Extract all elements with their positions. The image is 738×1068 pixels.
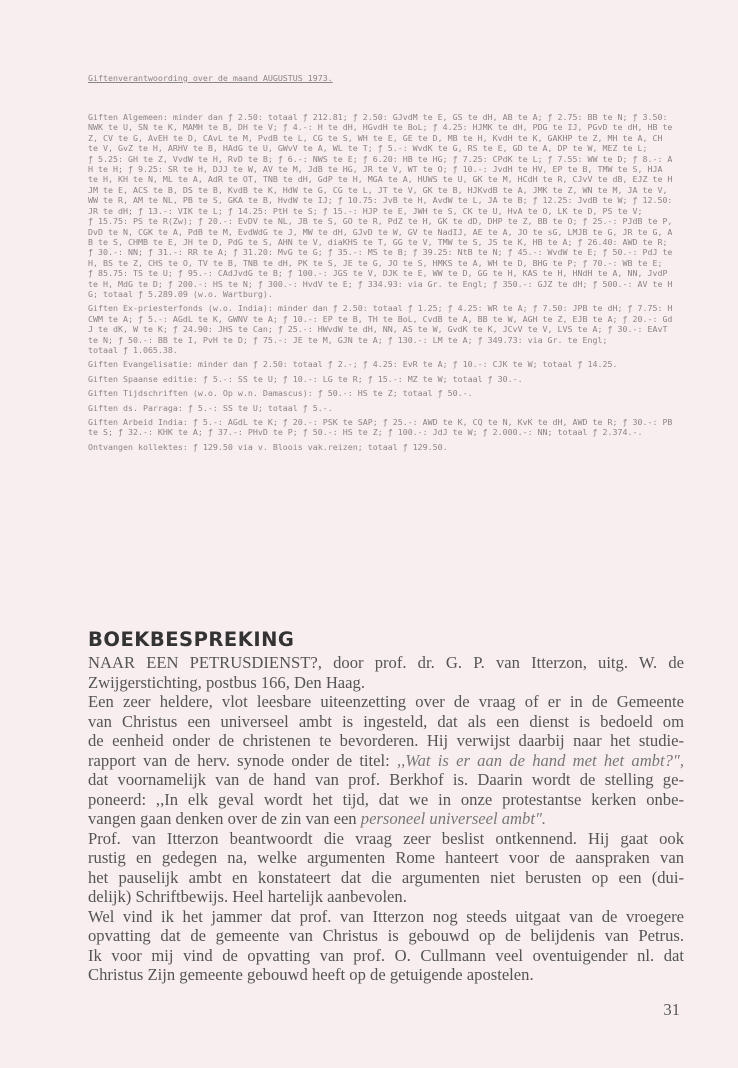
text-segment: Zwijgerstichting, postbus 166, Den Haag. (88, 672, 365, 692)
gift-line: Giften ds. Parraga: ƒ 5.-: SS te U; totaal ƒ 5.-. (88, 402, 333, 413)
gift-paragraph (88, 442, 688, 452)
section-heading: BOEKBESPREKING (88, 628, 295, 651)
review-line (88, 965, 684, 985)
text-segment: rustig en gedegen na, welke argumenten Rome hanteert voor de aanspraken van (88, 848, 684, 867)
gift-paragraph (88, 303, 688, 355)
review-line (88, 770, 684, 790)
review-line (88, 887, 684, 907)
review-line (88, 868, 684, 888)
gift-paragraph (88, 388, 688, 398)
review-line (88, 848, 684, 868)
gift-line: Giften Arbeid India: ƒ 5.-: AGdL te K; ƒ 20.-: PSK te SAP; ƒ 25.-: AWD te K, CQ te N, KvK te dH, AWD te R; ƒ 30.-: PB (88, 417, 673, 427)
review-line (88, 653, 684, 673)
gift-paragraph (88, 359, 688, 369)
book-review (88, 628, 684, 985)
gift-line: G; totaal ƒ 5.289.09 (w.o. Wartburg). (88, 288, 273, 299)
review-body (88, 653, 684, 985)
gift-line: te H, MdG te D; ƒ 200.-: HS te N; ƒ 300.-: HvdV te E; ƒ 334.93: via Gr. te Engl; ƒ 350.-: GJZ te dH; ƒ 500.-: AV te H (88, 278, 673, 289)
gift-line: Giften Ex-priesterfonds (w.o. India): minder dan ƒ 2.50: totaal ƒ 1.25; ƒ 4.25: WR te A; ƒ 7.50: JPB te dH; ƒ 7.75: H (88, 303, 673, 314)
gift-line: Ontvangen kollektes: ƒ 129.50 via v. Bloois vak.reizen; totaal ƒ 129.50. (88, 441, 448, 452)
review-line (88, 692, 684, 712)
gift-paragraph (88, 374, 688, 384)
text-segment: Christus Zijn gemeente gebouwd heeft op de getuigende apostelen. (88, 965, 534, 984)
text-segment: het pauselijk ambt en konstateert dat die argumenten niet berusten op een (dui- (88, 867, 684, 887)
text-segment: NAAR EEN PETRUSDIENST?, door prof. dr. G. P. van Itterzon, uitg. W. de (88, 653, 684, 672)
gift-line: te S; ƒ 32.-: KHK te A; ƒ 37.-: PHvD te P; ƒ 50.-: HS te Z; ƒ 100.-: JdJ te W; ƒ 2.000.-: NN; totaal ƒ 2.374.-. (88, 427, 643, 438)
gift-line: DvD te N, CGK te A, PdB te M, EvdWdG te J, MW te dH, GJvD te W, GV te NadIJ, AE te A, JO te sG, LMJB te G, JR te G, A (88, 226, 673, 237)
text-segment: vangen gaan denken over de zin van een (88, 809, 361, 828)
review-line (88, 907, 684, 927)
gift-line: Giften Tijdschriften (w.o. Op w.n. Damascus): ƒ 50.-: HS te Z; totaal ƒ 50.-. (88, 388, 473, 399)
text-segment: dat voornamelijk van de hand van prof. Berkhof is. Daarin wordt de stelling ge- (88, 770, 684, 789)
gift-line: B te S, CHMB te E, JH te D, PdG te S, AHN te V, diaKHS te T, GG te V, TMW te S, JS te K, HB te A; ƒ 26.40: AWD te R; (88, 236, 668, 247)
gift-paragraph (88, 417, 688, 438)
gift-accounts (88, 52, 688, 463)
text-segment: Ik voor mij vind de opvatting van prof. O. Cullmann veel oventuigender nl. dat (88, 945, 684, 965)
review-line (88, 751, 684, 771)
gift-line: ƒ 30.-: NN; ƒ 31.-: RR te A; ƒ 31.20: MvG te G; ƒ 35.-: MS te B; ƒ 39.25: NtB te N; ƒ 45.-: WvdW te E; ƒ 50.-: PdJ te (88, 247, 673, 258)
text-segment: delijk) Schriftbewijs. Heel hartelijk aanbevolen. (88, 887, 407, 906)
review-line (88, 946, 684, 966)
gift-line: totaal ƒ 1.065.38. (88, 344, 178, 355)
gift-line: H, BS te Z, CHS te O, TV te B, TNB te dH, PK te S, JE te G, JO te S, HMKS te A, WH te D, BHG te P; ƒ 70.-: WB te E; (88, 257, 663, 268)
gift-line: Giften Evangelisatie: minder dan ƒ 2.50: totaal ƒ 2.-; ƒ 4.25: EvR te A; ƒ 10.-: CJK te W; totaal ƒ 14.25. (88, 359, 618, 370)
gift-paragraphs (88, 112, 688, 452)
gift-accounts-title: Giftenverantwoording over de maand AUGUSTUS 1973. (88, 72, 333, 83)
review-line (88, 829, 684, 849)
text-segment: rapport van de herv. synode onder de titel: (88, 750, 397, 770)
gift-line: NWK te U, SN te K, MAMH te B, DH te V; ƒ 4.-: H te dH, HGvdH te BoL; ƒ 4.25: HJMK te dH, PDG te IJ, PGvD te dH, HB te (88, 122, 673, 133)
text-segment: Een zeer heldere, vlot leesbare uiteenzetting over de vraag of er in de Gemeente (88, 692, 684, 711)
gift-line: ƒ 85.75: TS te U; ƒ 95.-: CAdJvdG te B; ƒ 100.-: JGS te V, DJK te E, WW te D, GG te H, KAS te H, HNdH te A, NN, JvdP (88, 268, 668, 279)
gift-line: J te dK, W te K; ƒ 24.90: JHS te Can; ƒ 25.-: HWvdW te dH, NN, AS te W, GvdK te K, JCvV te V, LVS te A; ƒ 30.-: EAvT (88, 324, 668, 335)
page-number: 31 (663, 1000, 680, 1019)
gift-line: ƒ 15.75: PS te R(Zw); ƒ 20.-: EvDV te NL, JB te S, GO te R, PdZ te H, GK te dD, DHP te Z, BB te O; ƒ 25.-: PJdB te P, (88, 216, 673, 227)
gift-line: te N; ƒ 50.-: BB te I, PvH te D; ƒ 75.-: JE te M, GJN te A; ƒ 130.-: LM te A; ƒ 349.73: via Gr. te Engl; (88, 334, 608, 345)
gift-paragraph (88, 403, 688, 413)
gift-line: WW te R, AM te NL, PB te S, GKA te B, HvdW te IJ; ƒ 10.75: JvB te H, AvdW te L, JA te B; ƒ 12.25: JvdB te W; ƒ 12.50: (88, 195, 673, 206)
gift-line: Z, CV te G, AvEH te D, CAvL te M, PvdB te L, CG te S, WH te E, GE te D, MB te H, KvdH te K, GAKHP te Z, MH te A, CH (88, 132, 663, 143)
gift-line: Giften Spaanse editie: ƒ 5.-: SS te U; ƒ 10.-: LG te R; ƒ 15.-: MZ te W; totaal ƒ 30.-. (88, 373, 523, 384)
gift-line: CWM te A; ƒ 5.-: AGdL te K, GWNV te A; ƒ 10.-: EP te B, TH te BoL, CvdB te A, BB te W, AGH te Z, EJB te A; ƒ 20.-: Gd (88, 313, 673, 324)
text-segment: de eenheid onder de christenen te bevorderen. Hij verwijst daarbij naar het studie- (88, 731, 684, 750)
review-line (88, 790, 684, 810)
italic-quote: ,,Wat is er aan de hand met het ambt?", (397, 750, 684, 770)
review-line (88, 731, 684, 751)
gift-line: JM te E, ACS te B, DS te B, KvdB te K, HdW te G, CG te L, JT te V, GK te B, HJKvdB te A, JMK te Z, WN te M, JA te V, (88, 184, 668, 195)
review-line (88, 712, 684, 732)
gift-line: te V, GvZ te H, ARHV te B, HAdG te U, GWvV te A, WL te T; ƒ 5.-: WvdK te G, RS te E, GD te A, DP te W, MEZ te L; (88, 143, 648, 154)
gift-line: Giften Algemeen: minder dan ƒ 2.50: totaal ƒ 212.81; ƒ 2.50: GJvdM te E, GS te dH, AB te A; ƒ 2.75: BB te N; ƒ 3.50: (88, 112, 668, 123)
review-line (88, 809, 684, 829)
review-line (88, 926, 684, 946)
text-segment: opvatting dat de gemeente van Christus is gebouwd op de belijdenis van Petrus. (88, 926, 684, 945)
gift-line: ƒ 5.25: GH te Z, VvdW te H, RvD te B; ƒ 6.-: NWS te E; ƒ 6.20: HB te HG; ƒ 7.25: CPdK te L; ƒ 7.55: WW te D; ƒ 8.-: A (88, 153, 673, 164)
gift-paragraph (88, 112, 688, 299)
italic-quote: personeel universeel ambt". (360, 809, 547, 828)
gift-line: JR te dH; ƒ 13.-: VIK te L; ƒ 14.25: PtH te S; ƒ 15.-: HJP te E, JWH te S, CK te U, HvA te O, LK te D, PS te V; (88, 205, 643, 216)
review-line (88, 673, 684, 693)
text-segment: Prof. van Itterzon beantwoordt die vraag zeer beslist ontkennend. Hij gaat ook (88, 828, 684, 848)
text-segment: van Christus een universeel ambt is ingesteld, dat als een dienst is bedoeld om (88, 711, 684, 731)
gift-line: H te H; ƒ 9.25: SR te H, DJJ te W, AV te M, JdB te HG, JR te V, WT te O; ƒ 10.-: JvdH te HV, EP te B, TMW te S, HJA (88, 164, 663, 175)
gift-line: te H, KH te N, ML te A, AdR te OT, TNB te dH, GdP te H, MGA te A, HUWS te U, GK te M, HCdH te R, CJvV te dB, EJZ te H (88, 174, 673, 185)
text-segment: poneerd: ,,In elk geval wordt het tijd, dat we in onze protestantse kerken onbe- (88, 789, 684, 809)
text-segment: Wel vind ik het jammer dat prof. van Itterzon nog steeds uitgaat van de vroegere (88, 906, 684, 926)
